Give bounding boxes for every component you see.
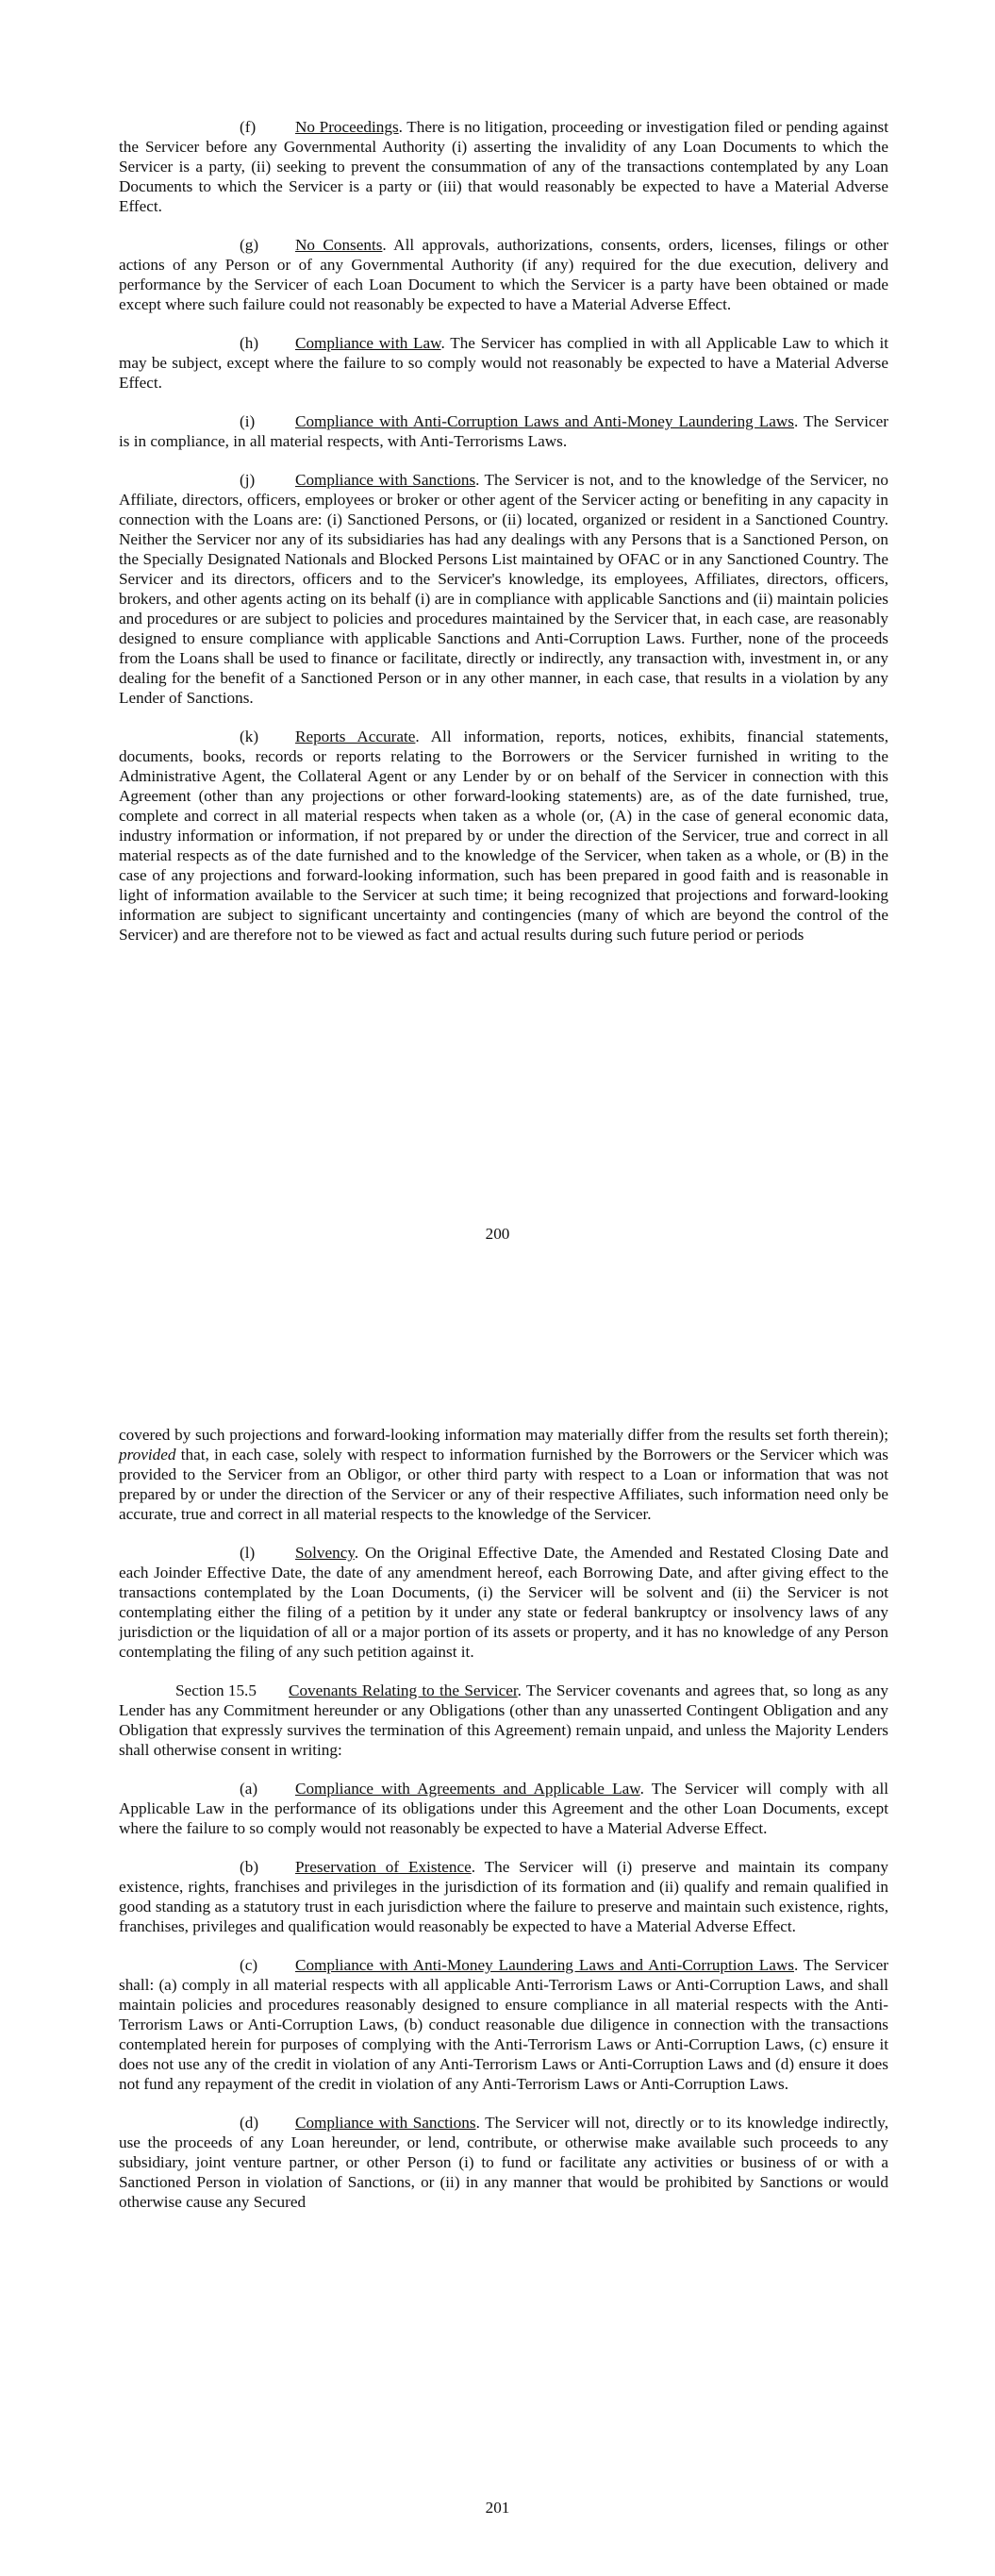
paragraph-heading: Compliance with Sanctions xyxy=(295,2114,476,2132)
paragraph-text: . All information, reports, notices, exhibits, financial statements, documents, books, records or reports relating to the Borrowers or the Servicer furnished in writing to the Administrative Agent, the Collateral Agent or any Lender by or on behalf of the Servicer in connection with this Agreement (other than any projections or other forward-looking statements) are, as of the date furnished, true, complete and correct in all material respects when taken as a whole (or, (A) in the case of general economic data, industry information or information, if not prepared by or under the direction of the Servicer, true and correct in all material respects as of the date furnished and to the knowledge of the Servicer, when taken as a whole, or (B) in the case of any projections and forward-looking information, such has been prepared in good faith and is reasonable in light of information available to the Servicer at such time; it being recognized that projections and forward-looking information are subject to significant uncertainty and contingencies (many of which are beyond the control of the Servicer) and are therefore not to be viewed as fact and actual results during such future period or periods xyxy=(119,728,888,944)
paragraph-heading: Compliance with Sanctions xyxy=(295,471,476,489)
paragraph-text: . There is no litigation, proceeding or investigation filed or pending against the Servicer before any Governmental Authority (i) asserting the invalidity of any Loan Documents to which the Servicer is a party, (ii) seeking to prevent the consummation of any of the transactions contemplated by any Loan Documents to which the Servicer is a party or (iii) that would reasonably be expected to have a Material Adverse Effect. xyxy=(119,118,889,215)
page-number: 200 xyxy=(485,1225,510,1243)
paragraph-heading: No Consents xyxy=(295,236,383,254)
paragraph-h xyxy=(119,333,888,393)
paragraph-g xyxy=(119,235,888,314)
paragraph-heading: Compliance with Anti-Money Laundering Laws and Anti-Corruption Laws xyxy=(295,1956,794,1974)
paragraph-number: (h) xyxy=(240,334,259,352)
page-number: 201 xyxy=(485,2499,510,2517)
continuation-paragraph xyxy=(119,1425,888,1524)
document-page-201 xyxy=(0,1378,995,2576)
paragraph-heading: Compliance with Anti-Corruption Laws and Anti-Money Laundering Laws xyxy=(295,412,794,430)
paragraph-heading: Reports Accurate xyxy=(295,728,416,745)
paragraph-l xyxy=(119,1543,888,1662)
continuation-text: that, in each case, solely with respect to information furnished by the Borrowers or the Servicer which was provided to the Servicer from an Obligor, or other third party with respect to a Loan or information that was not prepared by or under the direction of the Servicer or any of their respective Affiliates, such information need only be accurate, true and correct in all material respects to the knowledge of the Servicer. xyxy=(119,1446,888,1523)
paragraph-number: (i) xyxy=(240,412,256,430)
paragraph-heading: Compliance with Law xyxy=(295,334,441,352)
paragraph-number: (a) xyxy=(240,1780,258,1798)
paragraph-number: (c) xyxy=(240,1956,258,1974)
paragraph-number: (b) xyxy=(240,1858,259,1876)
continuation-text: covered by such projections and forward-looking information may materially differ from the results set forth therein); xyxy=(119,1426,888,1444)
paragraph-heading: Preservation of Existence xyxy=(295,1858,472,1876)
paragraph-text: . The Servicer is in compliance, in all material respects, with Anti-Terrorisms Laws. xyxy=(119,412,888,450)
paragraph-heading: Compliance with Agreements and Applicable Law xyxy=(295,1780,640,1798)
section-15-5 xyxy=(119,1681,888,1760)
paragraph-text: . The Servicer is not, and to the knowledge of the Servicer, no Affiliate, directors, officers, employees or broker or other agent of the Servicer acting or benefiting in any capacity in connection with the Loans are: (i) Sanctioned Persons, or (ii) located, organized or resident in a Sanctioned Country. Neither the Servicer nor any of its subsidiaries has had any dealings with any Persons that is a Sanctioned Person, on the Specially Designated Nationals and Blocked Persons List maintained by OFAC or in any Sanctioned Country. The Servicer and its directors, officers and to the Servicer's knowledge, its employees, Affiliates, directors, officers, brokers, and other agents acting on its behalf (i) are in compliance with applicable Sanctions and (ii) maintain policies and procedures or are subject to policies and procedures maintained by the Servicer that, in each case, are reasonably designed to ensure compliance with applicable Sanctions and Anti-Corruption Laws. Further, none of the proceeds from the Loans shall be used to finance or facilitate, directly or indirectly, any transaction with, investment in, or any dealing for the benefit of a Sanctioned Person or in any other manner, in each case, that results in a violation by any Lender of Sanctions. xyxy=(119,471,888,707)
page-body xyxy=(119,117,888,963)
paragraph-text: . The Servicer will not, directly or to its knowledge indirectly, use the proceeds of any Loan hereunder, or lend, contribute, or otherwise make available such proceeds to any subsidiary, joint venture partner, or other Person (i) to fund or facilitate any activities or business of or with a Sanctioned Person in violation of Sanctions, or (ii) in any manner that would be prohibited by Sanctions or would otherwise cause any Secured xyxy=(119,2114,888,2211)
paragraph-text: . All approvals, authorizations, consents, orders, licenses, filings or other actions of any Person or of any Governmental Authority (if any) required for the due execution, delivery and performance by the Servicer of each Loan Document to which the Servicer is a party have been obtained or made except where such failure could not reasonably be expected to have a Material Adverse Effect. xyxy=(119,236,888,313)
paragraph-number: (j) xyxy=(240,471,256,489)
paragraph-number: (f) xyxy=(240,118,257,136)
paragraph-a xyxy=(119,1779,888,1838)
paragraph-c xyxy=(119,1955,888,2094)
paragraph-i xyxy=(119,411,888,451)
page-body xyxy=(119,1425,888,2231)
paragraph-heading: Solvency xyxy=(295,1544,355,1562)
paragraph-text: . The Servicer shall: (a) comply in all material respects with all applicable Anti-Terrorism Laws or Anti-Corruption Laws, and shall maintain policies and procedures reasonably designed to ensure compliance in all material respects with the Anti-Terrorism Laws or Anti-Corruption Laws, (b) conduct reasonable due diligence in connection with the transactions contemplated herein for purposes of complying with the Anti-Terrorism Laws or Anti-Corruption Laws, (c) ensure it does not use any of the credit in violation of any Anti-Terrorism Laws or Anti-Corruption Laws and (d) ensure it does not fund any repayment of the credit in violation of any Anti-Terrorism Laws or Anti-Corruption Laws. xyxy=(119,1956,888,2093)
paragraph-b xyxy=(119,1857,888,1936)
paragraph-number: (l) xyxy=(240,1544,256,1562)
section-number: Section 15.5 xyxy=(175,1681,257,1699)
paragraph-d xyxy=(119,2113,888,2212)
paragraph-heading: No Proceedings xyxy=(295,118,399,136)
continuation-italic: provided xyxy=(119,1446,176,1464)
paragraph-number: (g) xyxy=(240,236,259,254)
paragraph-text: . The Servicer has complied in with all Applicable Law to which it may be subject, except where the failure to so comply would not reasonably be expected to have a Material Adverse Effect. xyxy=(119,334,888,392)
section-heading: Covenants Relating to the Servicer xyxy=(289,1681,518,1699)
section-text: . The Servicer covenants and agrees that, so long as any Lender has any Commitment hereunder or any Obligations (other than any unasserted Contingent Obligation and any Obligation that expressly survives the termination of this Agreement) remain unpaid, and unless the Majority Lenders shall otherwise consent in writing: xyxy=(119,1681,888,1759)
paragraph-text: . On the Original Effective Date, the Amended and Restated Closing Date and each Joinder Effective Date, the date of any amendment hereof, each Borrowing Date, and after giving effect to the transactions contemplated by the Loan Documents, (i) the Servicer will be solvent and (ii) the Servicer is not contemplating either the filing of a petition by it under any state or federal bankruptcy or insolvency laws of any jurisdiction or the liquidation of all or a major portion of its assets or property, and it has no knowledge of any Person contemplating the filing of any such petition against it. xyxy=(119,1544,888,1661)
paragraph-number: (k) xyxy=(240,728,259,745)
paragraph-text: . The Servicer will comply with all Applicable Law in the performance of its obligations under this Agreement and the other Loan Documents, except where the failure to so comply would not reasonably be expected to have a Material Adverse Effect. xyxy=(119,1780,888,1837)
paragraph-k xyxy=(119,727,888,945)
paragraph-text: . The Servicer will (i) preserve and maintain its company existence, rights, franchises and privileges in the jurisdiction of its formation and (ii) qualify and remain qualified in good standing as a statutory trust in each jurisdiction where the failure to preserve and maintain such existence, rights, franchises, privileges and qualification would reasonably be expected to have a Material Adverse Effect. xyxy=(119,1858,888,1935)
paragraph-number: (d) xyxy=(240,2114,259,2132)
paragraph-j xyxy=(119,470,888,708)
paragraph-f xyxy=(119,117,888,216)
